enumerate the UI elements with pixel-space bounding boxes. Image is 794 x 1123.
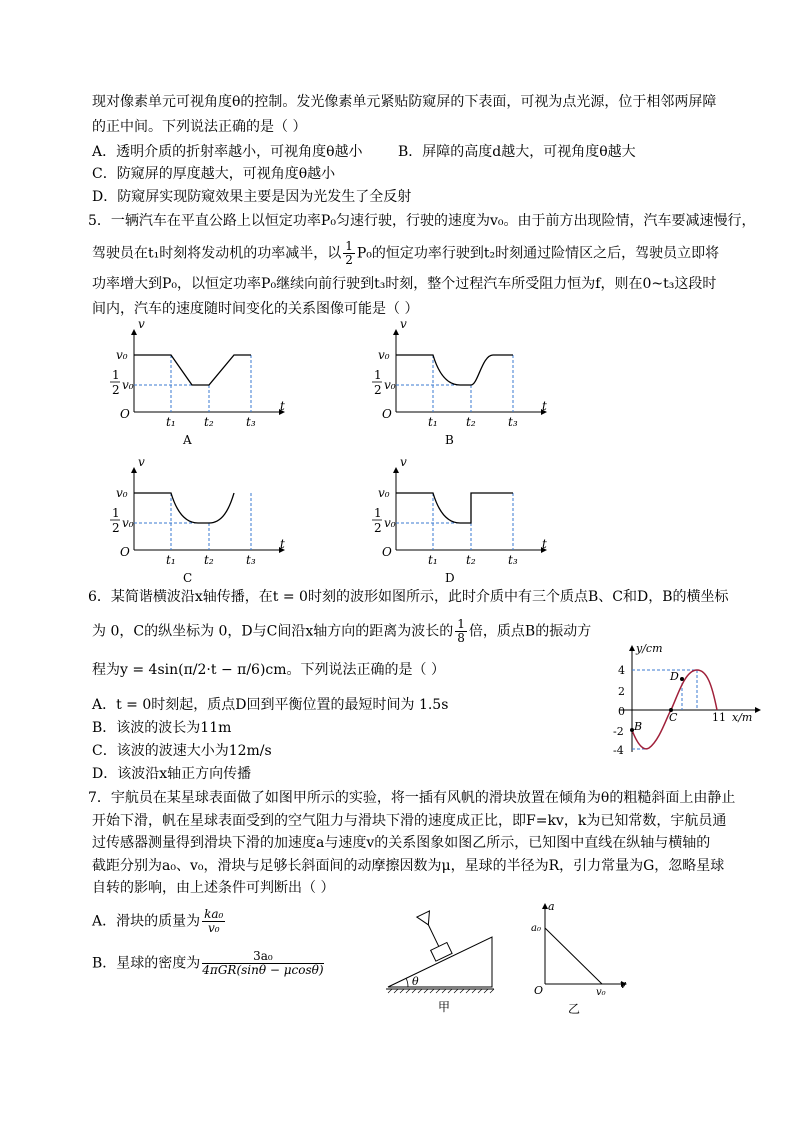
q5-line4: 间内，汽车的速度随时间变化的关系图像可能是（ ）	[92, 301, 419, 317]
graph-c-t2-label: t₂	[204, 553, 214, 567]
graph-b-caption: B	[445, 433, 454, 447]
graph-b-t-label: t	[542, 399, 547, 413]
q6-line3: 程为y = 4sin(π/2·t − π/6)cm。下列说法正确的是（ ）	[92, 662, 445, 678]
wave-ytick-0: 0	[618, 705, 625, 718]
graph-b-t3-label: t₃	[508, 415, 518, 429]
q7-option-a	[92, 908, 227, 935]
q6-option-d: D．该波沿x轴正方向传播	[92, 766, 252, 782]
graph-a-v-label: v	[138, 320, 145, 331]
q5-line2	[92, 240, 719, 267]
q6-option-a: A．t = 0时刻起，质点D回到平衡位置的最短时间为 1.5s	[92, 697, 449, 713]
graph-b-t2-label: t₂	[466, 415, 476, 429]
wave-ylabel: y/cm	[636, 642, 663, 655]
q7-option-b-fraction	[202, 950, 323, 977]
graph-d-origin: O	[382, 545, 392, 559]
graph-b-v-label: v	[400, 320, 407, 331]
graph-b-origin: O	[382, 407, 392, 421]
q6-line2-b: 倍，质点B的振动方	[468, 623, 592, 640]
q4-option-c: C．防窥屏的厚度越大，可视角度θ越小	[92, 166, 336, 182]
incline	[388, 937, 492, 987]
graph-c-t3-label: t₃	[246, 553, 256, 567]
graph-a-caption: A	[183, 433, 192, 447]
q7-line4: 截距分别为a₀、v₀，滑块与足够长斜面间的动摩擦因数为μ，星球的半径为R，引力常量为G，忽略星球	[92, 858, 725, 874]
q5-line2-b: P₀的恒定功率行驶到t₂时刻通过险情区之后，驾驶员立即将	[356, 245, 720, 262]
q7-b-num: 3a₀	[202, 950, 323, 964]
graph-d-t-label: t	[542, 537, 547, 551]
graph-a-velocity-curve	[134, 355, 251, 385]
q6-line2-a: 为 0，C的纵坐标为 0，D与C间沿x轴方向的距离为波长的	[92, 623, 454, 640]
yi-a0-label: a₀	[531, 923, 541, 934]
graph-d-frac-num: 1	[374, 506, 382, 520]
graph-b-half-v0-label: v₀	[384, 378, 396, 392]
q7-option-a-fraction	[202, 908, 225, 935]
wave-label-c: C	[669, 711, 678, 724]
q6-frac-num: 1	[457, 617, 465, 631]
yi-v-label: v	[620, 978, 627, 991]
graph-c-t1-label: t₁	[166, 553, 176, 567]
wave-label-d: D	[670, 670, 679, 683]
yi-origin: O	[534, 984, 544, 997]
graph-c-frac-num: 1	[112, 506, 120, 520]
q7-line1: 7．宇航员在某星球表面做了如图甲所示的实验，将一插有风帆的滑块放置在倾角为θ的粗糙斜面上由静止	[88, 790, 736, 806]
graph-a-half-v0-label: v₀	[122, 378, 134, 392]
theta-arc	[406, 978, 408, 987]
yi-line	[545, 928, 602, 984]
q7-figure-yi	[530, 898, 640, 1018]
graph-c-v-label: v	[138, 455, 145, 469]
wave-x-end: 11	[712, 711, 726, 724]
graph-d-v-label: v	[400, 455, 407, 469]
graph-d-velocity-curve	[396, 493, 513, 523]
q5-half-fraction	[343, 240, 355, 267]
graph-a-origin: O	[120, 407, 130, 421]
wave-point-d	[680, 677, 684, 681]
graph-a-frac-num: 1	[112, 368, 120, 382]
graph-b-frac-num: 1	[374, 368, 382, 382]
q5-half-den: 2	[345, 253, 353, 267]
graph-c-v0-label: v₀	[116, 486, 128, 500]
sail-slider	[415, 910, 452, 961]
graph-d-t3-label: t₃	[508, 553, 518, 567]
q4-line2: 的正中间。下列说法正确的是（ ）	[92, 119, 307, 135]
ground-hatch	[388, 989, 494, 993]
q6-eighth-fraction	[455, 618, 467, 645]
graph-d-t2-label: t₂	[466, 553, 476, 567]
wave-label-b: B	[634, 720, 643, 733]
q7-line2: 开始下滑，帆在星球表面受到的空气阻力与滑块下滑的速度成正比，即F=kv，k为已知常数，宇航员通	[92, 813, 727, 829]
q5-line1: 5．一辆汽车在平直公路上以恒定功率P₀匀速行驶，行驶的速度为v₀。由于前方出现险情，汽车要减速慢行，	[88, 213, 756, 229]
graph-d-t1-label: t₁	[428, 553, 438, 567]
q7-a-den: v₀	[207, 921, 220, 935]
graph-a-v0-label: v₀	[116, 348, 128, 362]
graph-b-velocity-curve	[396, 355, 513, 385]
graph-b-frac-den: 2	[374, 383, 382, 397]
q4-option-a: A．透明介质的折射率越小，可视角度θ越小	[92, 144, 363, 160]
q7-figure-jia	[382, 905, 512, 1020]
q6-line2	[92, 618, 591, 645]
graph-c-origin: O	[120, 545, 130, 559]
graph-c-frac-den: 2	[112, 521, 120, 535]
q5-half-num: 1	[345, 239, 353, 253]
q6-wave-graph	[612, 640, 772, 755]
q7-line3: 过传感器测量得到滑块下滑的加速度a与速度v的关系图象如图乙所示，已知图中直线在纵轴与横轴的	[92, 835, 711, 851]
graph-c-half-v0-label: v₀	[122, 516, 134, 530]
graph-b-v0-label: v₀	[378, 348, 390, 362]
graph-a-t2-label: t₂	[204, 415, 214, 429]
graph-d-half-v0-label: v₀	[384, 516, 396, 530]
yi-label: 乙	[568, 1002, 581, 1016]
q4-line1: 现对像素单元可视角度θ的控制。发光像素单元紧贴防窥屏的下表面，可视为点光源，位于相邻两屏障	[92, 94, 717, 110]
graph-d-frac-den: 2	[374, 521, 382, 535]
graph-b-t1-label: t₁	[428, 415, 438, 429]
yi-a-label: a	[548, 900, 555, 913]
wave-ytick-4: 4	[618, 664, 625, 677]
graph-d-caption: D	[445, 571, 455, 585]
q4-option-d: D．防窥屏实现防窥效果主要是因为光发生了全反射	[92, 189, 412, 205]
graph-c-caption: C	[183, 571, 193, 585]
q7-a-num: ka₀	[204, 907, 224, 921]
q7-option-b-pre: B．星球的密度为	[92, 955, 201, 972]
q5-line3: 功率增大到P₀，以恒定功率P₀继续向前行驶到t₃时刻，整个过程汽车所受阻力恒为f，则在0~t₃这段时	[92, 276, 717, 292]
graph-a-t1-label: t₁	[166, 415, 176, 429]
q6-option-c: C．该波的波速大小为12m/s	[92, 743, 272, 759]
q6-option-b: B．该波的波长为11m	[92, 720, 232, 736]
q5-line2-a: 驾驶员在t₁时刻将发动机的功率减半，以	[92, 245, 342, 262]
graph-a-t-label: t	[280, 399, 285, 413]
q7-line5: 自转的影响，由上述条件可判断出（ ）	[92, 880, 335, 896]
wave-ytick-neg4: -4	[613, 744, 624, 755]
theta-label: θ	[412, 975, 419, 988]
q4-option-b: B．屏障的高度d越大，可视角度θ越大	[398, 144, 636, 160]
jia-label: 甲	[438, 1000, 451, 1014]
yi-v0-label: v₀	[596, 987, 606, 998]
q7-option-a-pre: A．滑块的质量为	[92, 913, 201, 930]
q7-b-den: 4πGR(sinθ − μcosθ)	[202, 963, 324, 977]
graph-c-velocity-curve	[134, 493, 234, 523]
q5-graphs	[0, 320, 794, 620]
graph-a-frac-den: 2	[112, 383, 120, 397]
q6-line1: 6．某简谐横波沿x轴传播，在t = 0时刻的波形如图所示，此时介质中有三个质点B、C和D，B的横坐标	[88, 589, 729, 605]
q6-frac-den: 8	[457, 631, 465, 645]
graph-a-t3-label: t₃	[246, 415, 256, 429]
graph-d-v0-label: v₀	[378, 486, 390, 500]
graph-c-t-label: t	[280, 537, 285, 551]
wave-xlabel: x/m	[732, 711, 753, 724]
wave-ytick-2: 2	[618, 685, 625, 698]
wave-ytick-neg2: -2	[613, 725, 624, 738]
q7-option-b	[92, 950, 326, 977]
